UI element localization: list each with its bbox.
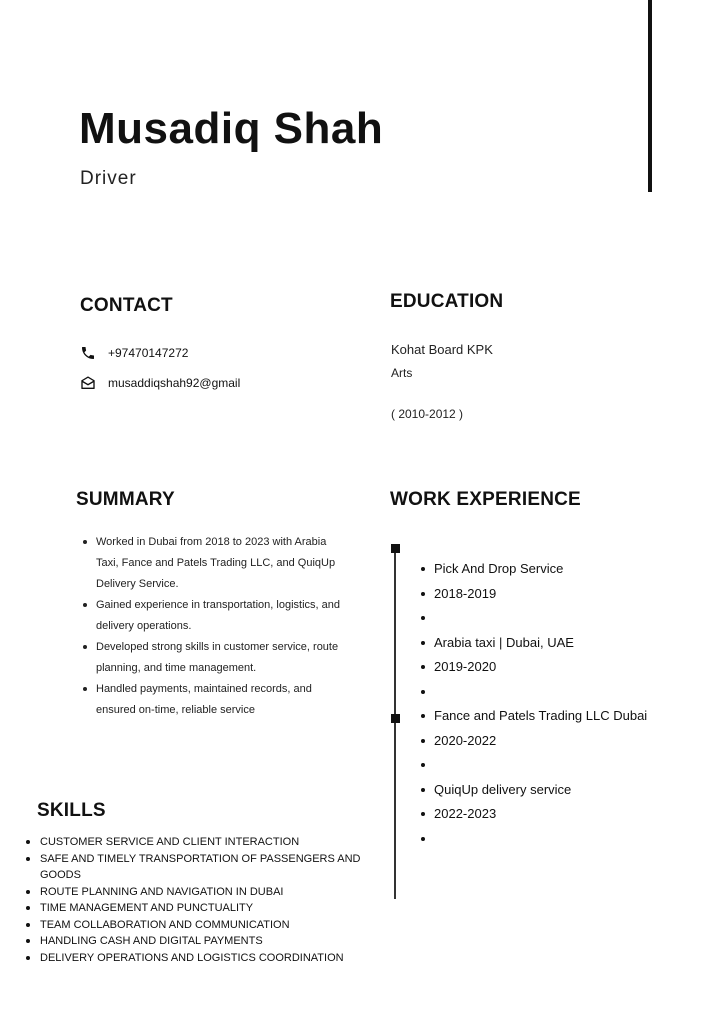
list-item: Handled payments, maintained records, and ensured on-time, reliable service (80, 679, 342, 721)
list-item: TIME MANAGEMENT AND PUNCTUALITY (24, 900, 389, 917)
work-heading: WORK EXPERIENCE (390, 489, 581, 510)
skills-heading: SKILLS (37, 800, 106, 821)
list-item: 2020-2022 (418, 729, 708, 754)
list-item: CUSTOMER SERVICE AND CLIENT INTERACTION (24, 834, 389, 851)
list-item: QuiqUp delivery service (418, 778, 708, 803)
contact-email-row (80, 375, 240, 391)
list-item: 2019-2020 (418, 655, 708, 680)
contact-heading: CONTACT (80, 295, 173, 316)
contact-phone[interactable]: +97470147272 (108, 346, 189, 360)
header-accent-bar (648, 0, 652, 192)
list-item: Fance and Patels Trading LLC Dubai (418, 704, 708, 729)
summary-list (80, 532, 342, 721)
list-item: DELIVERY OPERATIONS AND LOGISTICS COORDINATION (24, 950, 389, 967)
education-heading: EDUCATION (390, 291, 504, 312)
list-item: SAFE AND TIMELY TRANSPORTATION OF PASSENGERS AND GOODS (24, 851, 389, 884)
list-item (418, 753, 708, 778)
work-list (418, 557, 708, 851)
list-item: Worked in Dubai from 2018 to 2023 with Arabia Taxi, Fance and Patels Trading LLC, and QuiqUp Delivery Service. (80, 532, 342, 595)
list-item: Gained experience in transportation, logistics, and delivery operations. (80, 595, 342, 637)
list-item: 2018-2019 (418, 582, 708, 607)
list-item: ROUTE PLANNING AND NAVIGATION IN DUBAI (24, 884, 389, 901)
list-item (418, 606, 708, 631)
timeline-marker (391, 544, 400, 553)
candidate-role: Driver (80, 168, 137, 189)
education-institution: Kohat Board KPK (391, 342, 493, 357)
list-item (418, 827, 708, 852)
timeline-marker (391, 714, 400, 723)
list-item: Arabia taxi | Dubai, UAE (418, 631, 708, 656)
list-item: 2022-2023 (418, 802, 708, 827)
list-item: Developed strong skills in customer service, route planning, and time management. (80, 637, 342, 679)
skills-list (24, 834, 389, 966)
list-item: Pick And Drop Service (418, 557, 708, 582)
list-item (418, 680, 708, 705)
list-item: TEAM COLLABORATION AND COMMUNICATION (24, 917, 389, 934)
education-years: ( 2010-2012 ) (391, 407, 464, 421)
summary-heading: SUMMARY (76, 489, 175, 510)
education-field: Arts (391, 366, 413, 380)
phone-icon (80, 345, 96, 361)
candidate-name: Musadiq Shah (79, 104, 384, 153)
contact-email[interactable]: musaddiqshah92@gmail (108, 376, 241, 390)
contact-phone-row (80, 345, 188, 361)
list-item: HANDLING CASH AND DIGITAL PAYMENTS (24, 933, 389, 950)
timeline-line (394, 547, 396, 899)
envelope-icon (80, 375, 96, 391)
